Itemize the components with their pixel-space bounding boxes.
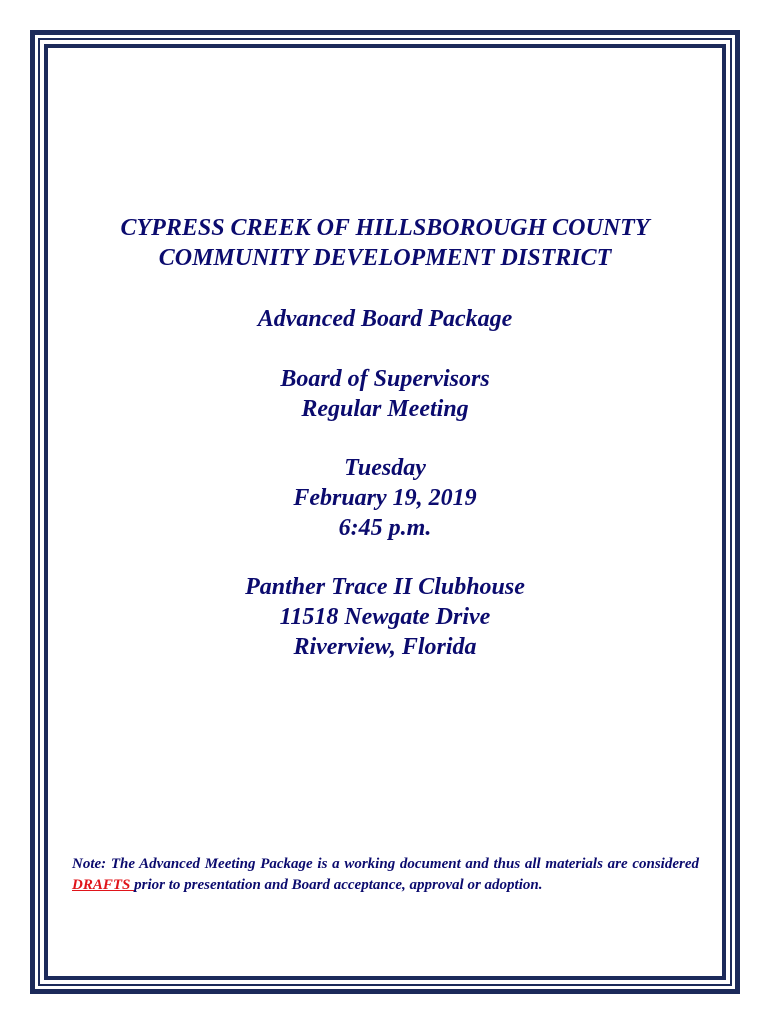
meeting-day: Tuesday: [344, 455, 426, 481]
drafts-highlight: DRAFTS: [72, 877, 135, 893]
package-title: Advanced Board Package: [257, 306, 513, 332]
district-name-line-2: COMMUNITY DEVELOPMENT DISTRICT: [158, 245, 612, 271]
meeting-street: 11518 Newgate Drive: [279, 604, 491, 630]
drafts-note: [72, 854, 699, 896]
meeting-date: February 19, 2019: [293, 485, 477, 511]
note-prefix: Note: The Advanced Meeting Package is a working document and thus all materials are considered: [72, 856, 699, 872]
meeting-time: 6:45 p.m.: [338, 515, 432, 541]
district-name-line-1: CYPRESS CREEK OF HILLSBOROUGH COUNTY: [120, 215, 650, 241]
meeting-venue: Panther Trace II Clubhouse: [245, 574, 525, 600]
note-suffix: prior to presentation and Board acceptance, approval or adoption.: [134, 877, 543, 893]
meeting-body: Board of Supervisors: [280, 366, 490, 392]
meeting-city: Riverview, Florida: [293, 634, 477, 660]
meeting-type: Regular Meeting: [301, 396, 469, 422]
